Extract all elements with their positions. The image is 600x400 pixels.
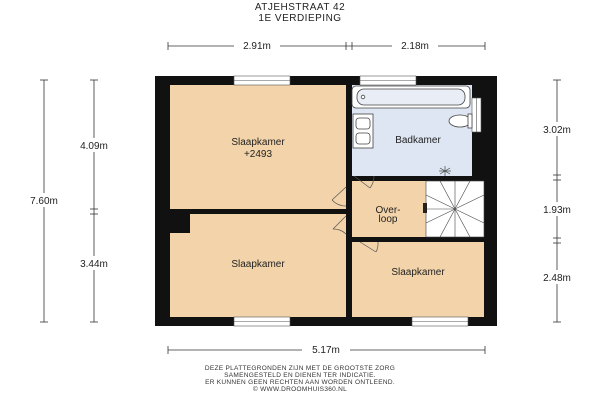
washbasin: [353, 114, 373, 148]
dim-top-right: 2.18m: [401, 41, 429, 52]
room-label-bedroom-1: Slaapkamer: [231, 137, 285, 148]
room-label-bedroom-2: Slaapkamer: [231, 259, 285, 270]
dim-left-lower: 3.44m: [80, 259, 108, 270]
address-title: ATJEHSTRAAT 42: [254, 2, 346, 13]
dim-left-total: 7.60m: [30, 196, 58, 207]
disclaimer-line-4: © WWW.DROOMHUIS360.NL: [252, 386, 348, 393]
dim-right-middle: 1.93m: [543, 205, 571, 216]
disclaimer-line-3: ER KUNNEN GEEN RECHTEN AAN WORDEN ONTLEEND.: [205, 379, 395, 386]
dim-top-left: 2.91m: [243, 41, 271, 52]
disclaimer-line-1: DEZE PLATTEGRONDEN ZIJN MET DE GROOTSTE ZORG: [204, 365, 396, 372]
dim-right-lower: 2.48m: [543, 273, 571, 284]
wall-column: [170, 209, 190, 233]
room-label-landing-line2: loop: [378, 214, 398, 225]
bedroom-3-floor: [352, 242, 484, 317]
room-note-bedroom-1: +2493: [243, 149, 273, 160]
stair-handrail: [423, 203, 427, 213]
room-label-bedroom-3: Slaapkamer: [391, 267, 445, 278]
disclaimer-line-2: SAMENGESTELD EN DIENEN TER INDICATIE.: [224, 372, 376, 379]
room-label-bathroom: Badkamer: [395, 135, 441, 146]
dim-bottom: 5.17m: [312, 345, 340, 356]
dim-right-upper: 3.02m: [543, 125, 571, 136]
room-label-landing-line1: Over-: [375, 205, 401, 216]
bathtub: [352, 86, 470, 108]
dim-left-upper: 4.09m: [80, 141, 108, 152]
floor-title: 1E VERDIEPING: [258, 13, 342, 24]
